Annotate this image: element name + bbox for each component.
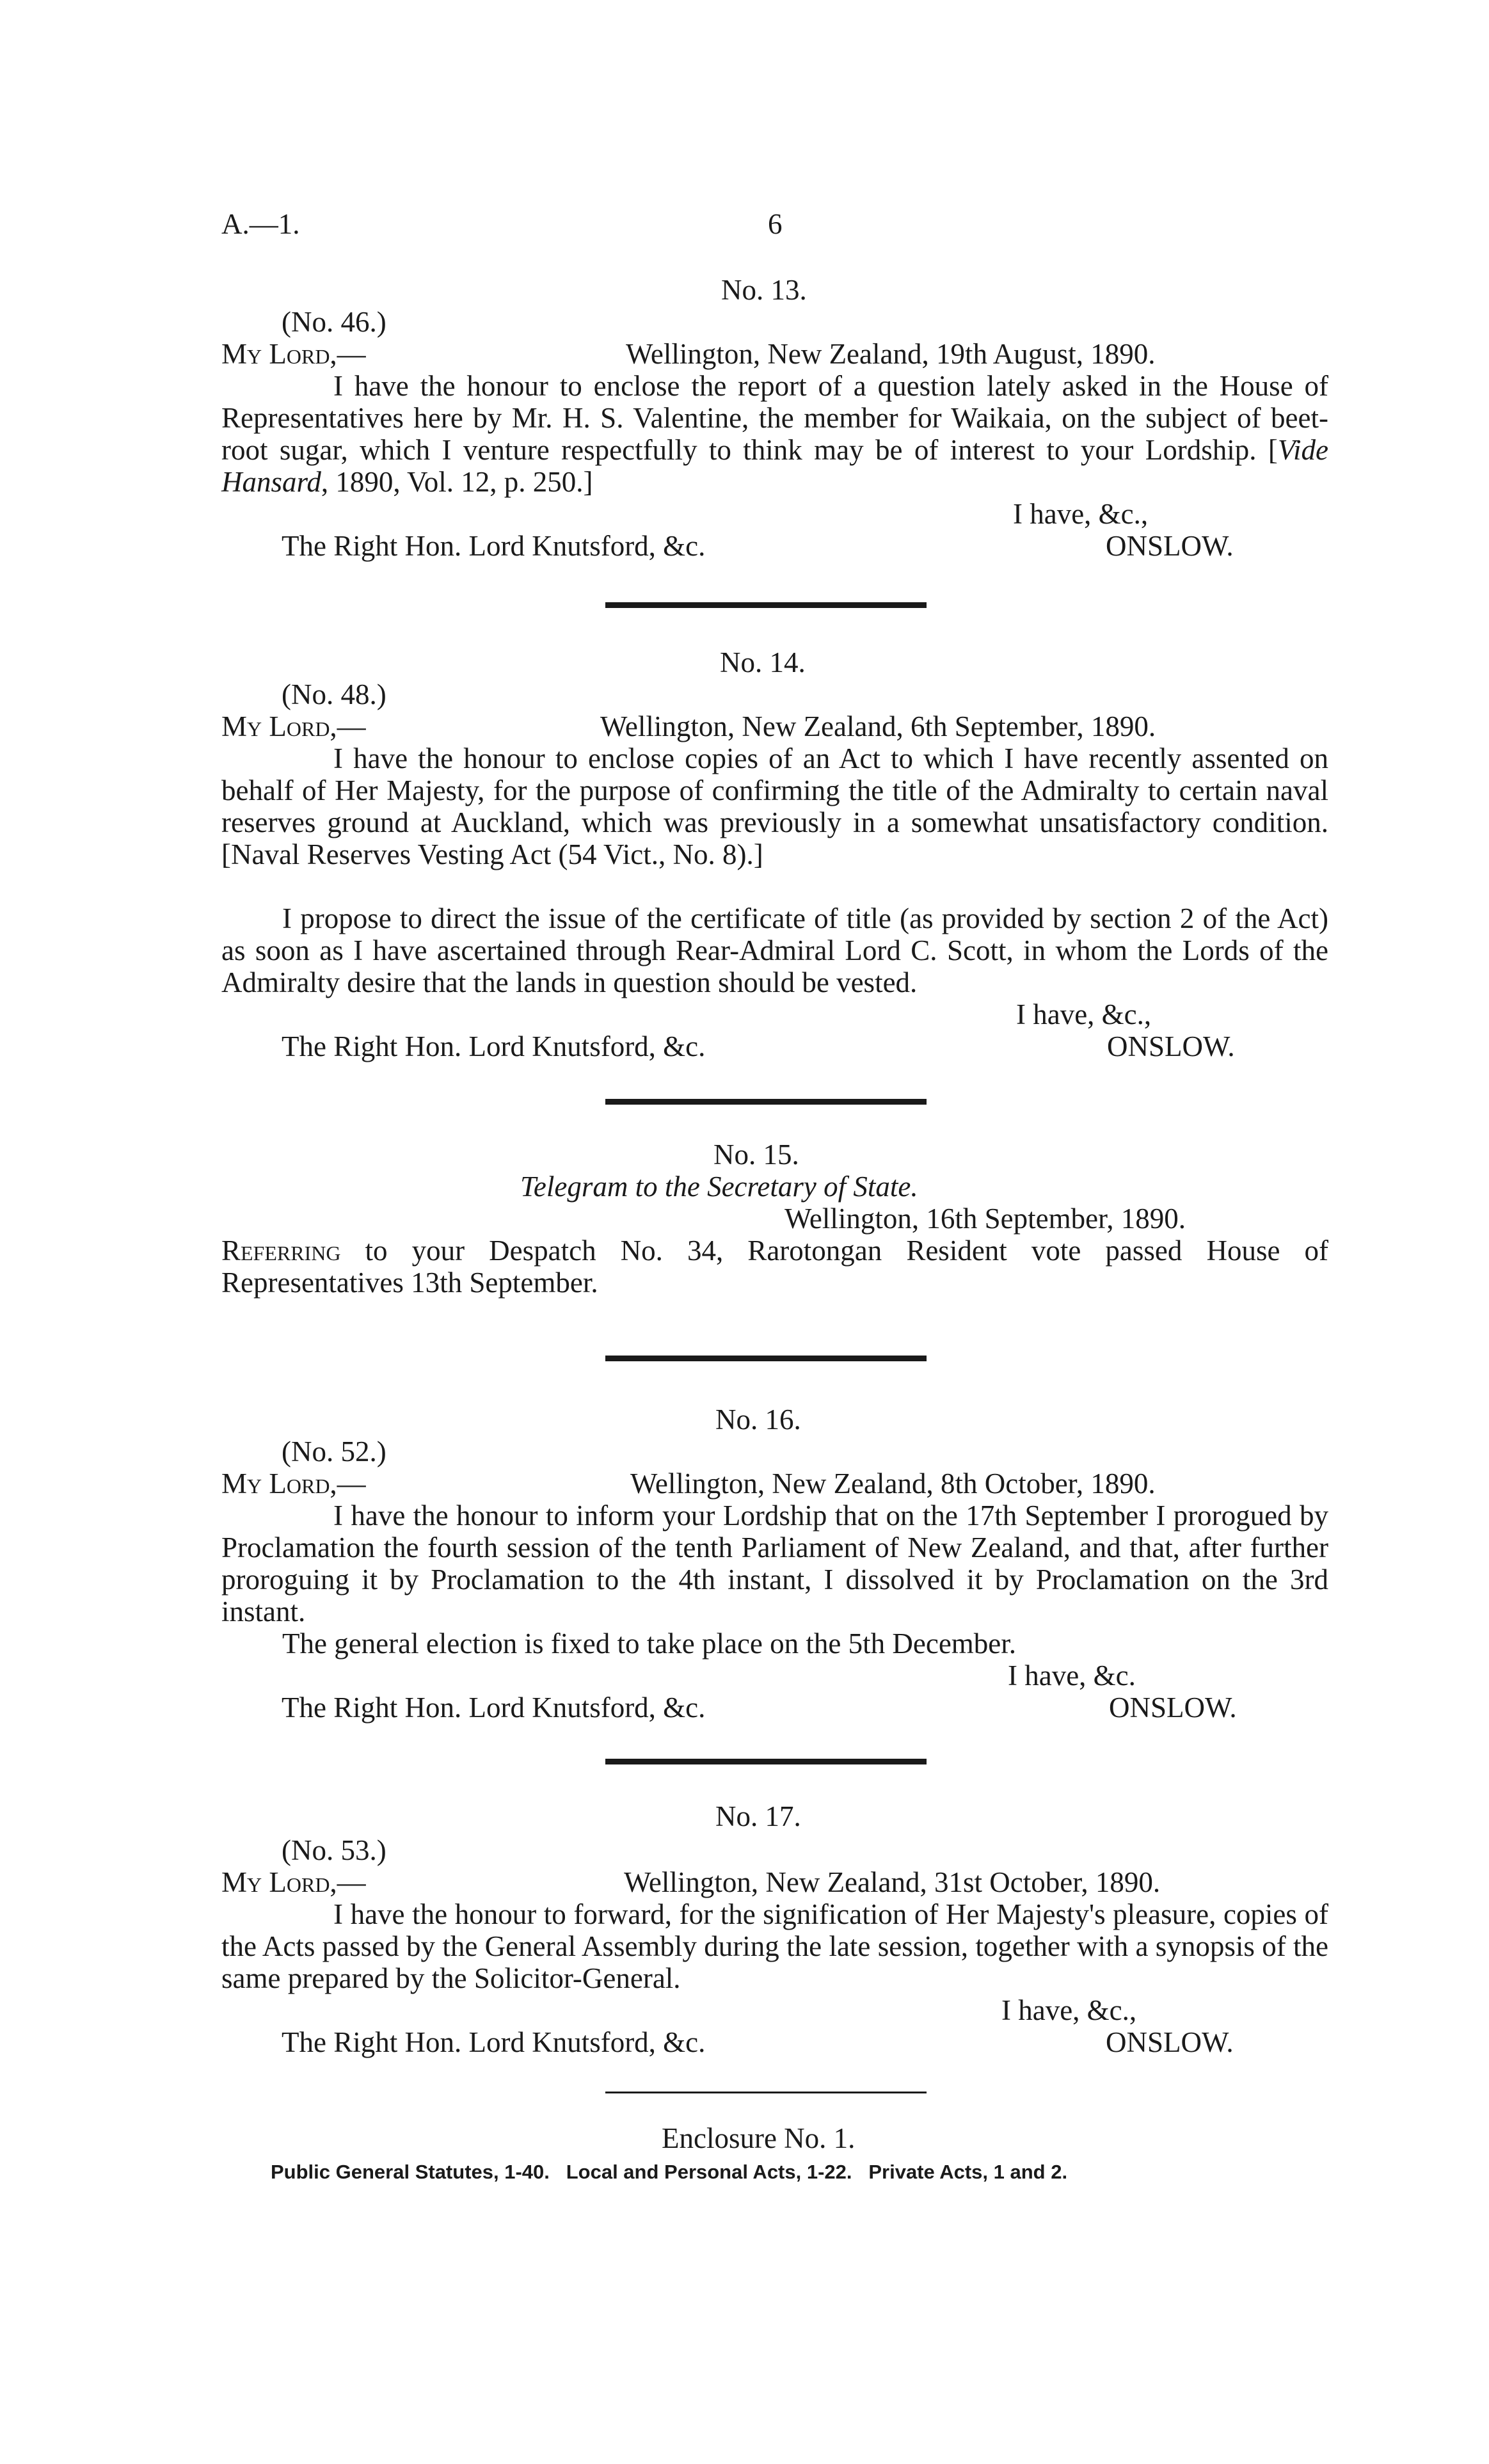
despatch-ref: (No. 48.) <box>282 678 386 710</box>
letter-body: I have the honour to forward, for the signification of Her Majesty's pleasure, copies of the Acts passed by the General Assembly during the late session, together with a synopsis of the same prepared by the Solicitor-General. <box>221 1898 1328 1994</box>
letter-heading: No. 16. <box>715 1404 801 1436</box>
dateline: Wellington, New Zealand, 31st October, 1890. <box>624 1866 1161 1898</box>
closing: I have, &c., <box>1016 998 1152 1030</box>
letter-heading: No. 17. <box>715 1800 801 1832</box>
italic-reference: Vide Hansard <box>221 434 1328 498</box>
letter-body: I propose to direct the issue of the certificate of title (as provided by section 2 of the Act) as soon as I have ascertained through Rear-Admiral Lord C. Scott, in whom the Lords of the Admiralty desire that the lands in question should be vested. <box>221 902 1328 998</box>
section-divider <box>605 602 927 608</box>
addressee: The Right Hon. Lord Knutsford, &c. <box>282 1030 706 1062</box>
signature: ONSLOW. <box>1109 1692 1237 1724</box>
signature: ONSLOW. <box>1106 2026 1234 2058</box>
despatch-ref: (No. 53.) <box>282 1834 386 1866</box>
despatch-ref: (No. 52.) <box>282 1436 386 1468</box>
signature: ONSLOW. <box>1107 1030 1235 1062</box>
dateline: Wellington, New Zealand, 19th August, 1890. <box>626 338 1156 370</box>
letter-body: The general election is fixed to take place on the 5th December. <box>282 1628 1017 1660</box>
letter-heading: No. 15. <box>713 1139 799 1171</box>
page-number: 6 <box>768 208 783 240</box>
section-divider <box>605 1099 927 1105</box>
salutation: My Lord,— <box>221 338 366 370</box>
salutation: My Lord,— <box>221 1468 366 1500</box>
telegram-subtitle: Telegram to the Secretary of State. <box>520 1171 918 1203</box>
enclosure-line: Public General Statutes, 1-40. Local and Personal Acts, 1-22. Private Acts, 1 and 2. <box>271 2161 1068 2183</box>
addressee: The Right Hon. Lord Knutsford, &c. <box>282 530 706 562</box>
letter-heading: No. 14. <box>720 646 806 678</box>
enclosure-divider <box>605 2092 927 2093</box>
addressee: The Right Hon. Lord Knutsford, &c. <box>282 1692 706 1724</box>
addressee: The Right Hon. Lord Knutsford, &c. <box>282 2026 706 2058</box>
dateline: Wellington, 16th September, 1890. <box>784 1203 1186 1235</box>
salutation: My Lord,— <box>221 710 366 742</box>
lead-word: Referring <box>221 1235 341 1267</box>
closing: I have, &c. <box>1008 1660 1136 1692</box>
salutation: My Lord,— <box>221 1866 366 1898</box>
page-ref: A.—1. <box>221 208 300 240</box>
section-divider <box>605 1356 927 1361</box>
closing: I have, &c., <box>1001 1994 1137 2026</box>
letter-body: Referring to your Despatch No. 34, Rarotongan Resident vote passed House of Representatives 13th September. <box>221 1235 1328 1299</box>
letter-body: I have the honour to enclose the report of a question lately asked in the House of Representatives here by Mr. H. S. Valentine, the member for Waikaia, on the subject of beet-root sugar, which I venture respectfully to think may be of interest to your Lordship. [Vide Hansard, 1890, Vol. 12, p. 250.] <box>221 370 1328 498</box>
letter-body: I have the honour to enclose copies of an Act to which I have recently assented on behalf of Her Majesty, for the purpose of confirming the title of the Admiralty to certain naval reserves ground at Auckland, which was previously in a somewhat unsatisfactory condition. [Naval Reserves Vesting Act (54 Vict., No. 8).] <box>221 742 1328 870</box>
letter-body: I have the honour to inform your Lordship that on the 17th September I prorogued by Proclamation the fourth session of the tenth Parliament of New Zealand, and that, after further proroguing it by Proclamation to the 4th instant, I dissolved it by Proclamation on the 3rd instant. <box>221 1500 1328 1628</box>
enclosure-heading: Enclosure No. 1. <box>662 2122 856 2154</box>
despatch-ref: (No. 46.) <box>282 306 386 338</box>
closing: I have, &c., <box>1013 498 1149 530</box>
letter-heading: No. 13. <box>721 274 807 306</box>
section-divider <box>605 1759 927 1764</box>
dateline: Wellington, New Zealand, 8th October, 1890. <box>630 1468 1156 1500</box>
dateline: Wellington, New Zealand, 6th September, 1890. <box>600 710 1156 742</box>
signature: ONSLOW. <box>1106 530 1234 562</box>
